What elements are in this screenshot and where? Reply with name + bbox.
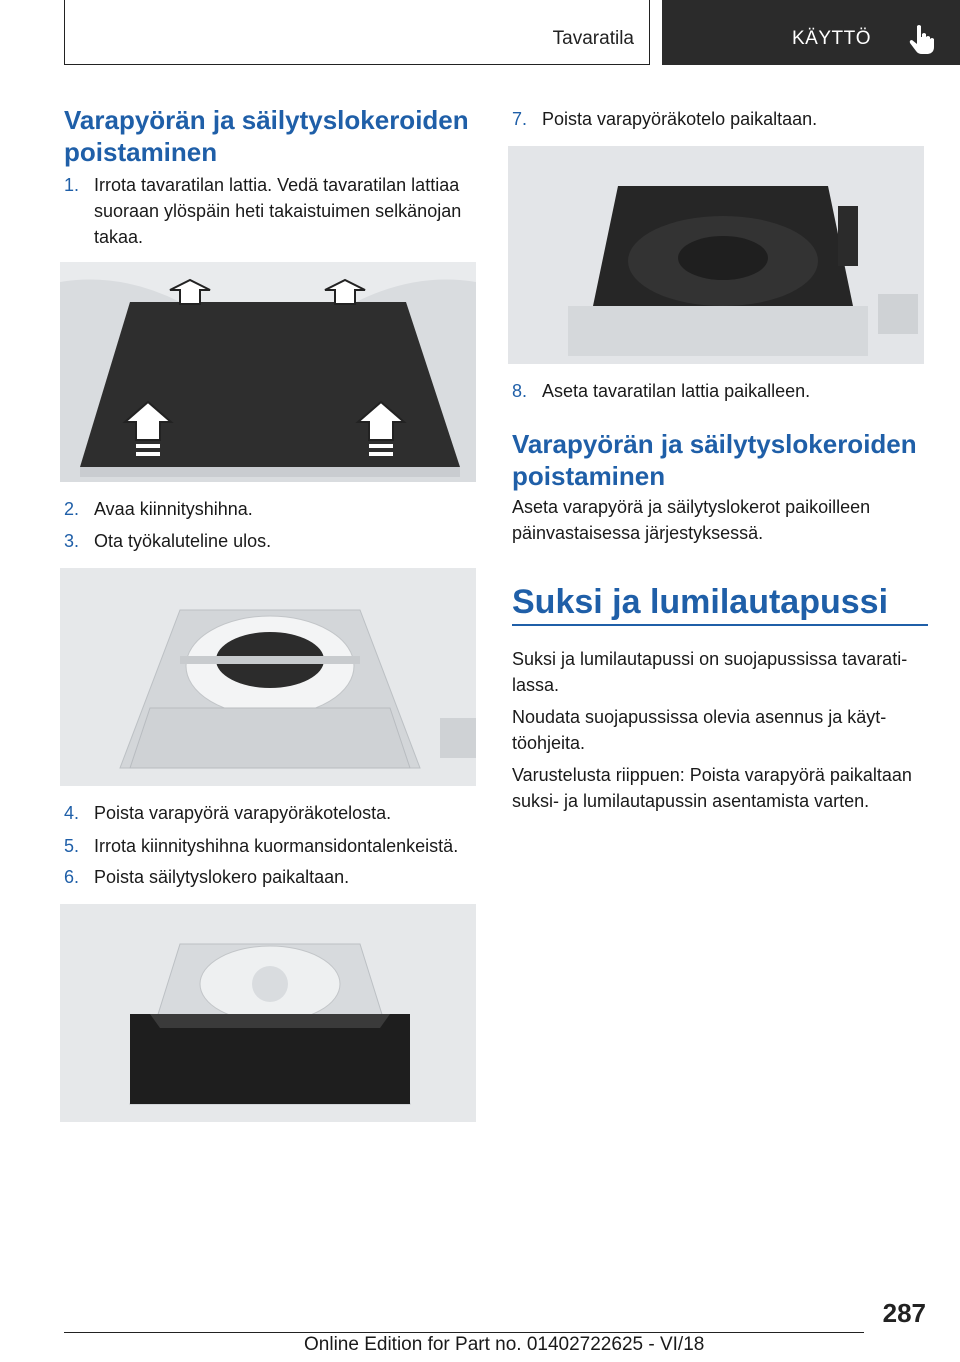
footer-edition: Online Edition for Part no. 01402722625 - VI/18 xyxy=(304,1334,705,1355)
ski-bag-paragraph-1: Suksi ja lumilautapussi on suojapussissa tavarati-lassa. xyxy=(512,649,908,695)
storage-compartment-image xyxy=(60,904,476,1122)
step-2 xyxy=(64,496,482,522)
step-7 xyxy=(512,106,932,132)
step-number: 1. xyxy=(64,175,80,195)
trunk-floor-illustration xyxy=(60,262,476,482)
step-number: 2. xyxy=(64,499,80,519)
wheel-housing-image xyxy=(508,146,924,364)
step-6 xyxy=(64,864,482,890)
step-8 xyxy=(512,378,932,404)
hand-pointer-icon xyxy=(909,24,937,54)
step-text: Ota työkaluteline ulos. xyxy=(94,531,272,551)
step-1 xyxy=(64,172,482,252)
step-text: Poista varapyörä varapyöräkotelosta. xyxy=(94,803,392,823)
step-4 xyxy=(64,800,482,826)
header-chapter-label: KÄYTTÖ xyxy=(792,28,872,49)
step-text: Poista varapyöräkotelo paikaltaan. xyxy=(542,109,818,129)
left-heading: Varapyörän ja säilytyslokeroiden poistaminen xyxy=(64,105,469,167)
storage-compartment-illustration xyxy=(60,904,476,1122)
section-title-rule xyxy=(512,624,928,626)
trunk-floor-image xyxy=(60,262,476,482)
step-number: 8. xyxy=(512,381,528,401)
tool-holder-illustration xyxy=(60,568,476,786)
wheel-housing-illustration xyxy=(508,146,924,364)
header-chapter-tab[interactable] xyxy=(662,0,960,65)
ski-bag-paragraph-3: Varustelusta riippuen: Poista varapyörä paikaltaan suksi- ja lumilautapussin asentamista varten. xyxy=(512,765,912,811)
page-number: 287 xyxy=(882,1298,926,1328)
footer-rule xyxy=(64,1332,864,1333)
step-text: Irrota tavaratilan lattia. Vedä tavaratilan lattiaa suoraan ylöspäin heti takaistuimen selkänojan takaa. xyxy=(94,175,462,247)
step-5 xyxy=(64,833,482,859)
step-text: Irrota kiinnityshihna kuormansidontalenkeistä. xyxy=(94,836,459,856)
step-number: 3. xyxy=(64,531,80,551)
step-3 xyxy=(64,528,482,554)
ski-bag-paragraph-2: Noudata suojapussissa olevia asennus ja käyt-töohjeita. xyxy=(512,707,887,753)
step-number: 7. xyxy=(512,109,528,129)
right-heading: Varapyörän ja säilytyslokeroiden poistaminen xyxy=(512,429,917,491)
reinstall-paragraph: Aseta varapyörä ja säilytyslokerot paikoilleen päinvastaisessa järjestyksessä. xyxy=(512,497,871,543)
step-text: Poista säilytyslokero paikaltaan. xyxy=(94,867,350,887)
header-section-title: Tavaratila xyxy=(552,28,634,49)
step-number: 4. xyxy=(64,803,80,823)
step-number: 5. xyxy=(64,836,80,856)
step-text: Avaa kiinnityshihna. xyxy=(94,499,253,519)
tool-holder-image xyxy=(60,568,476,786)
step-text: Aseta tavaratilan lattia paikalleen. xyxy=(542,381,811,401)
section-title: Suksi ja lumilautapussi xyxy=(512,583,889,621)
step-number: 6. xyxy=(64,867,80,887)
